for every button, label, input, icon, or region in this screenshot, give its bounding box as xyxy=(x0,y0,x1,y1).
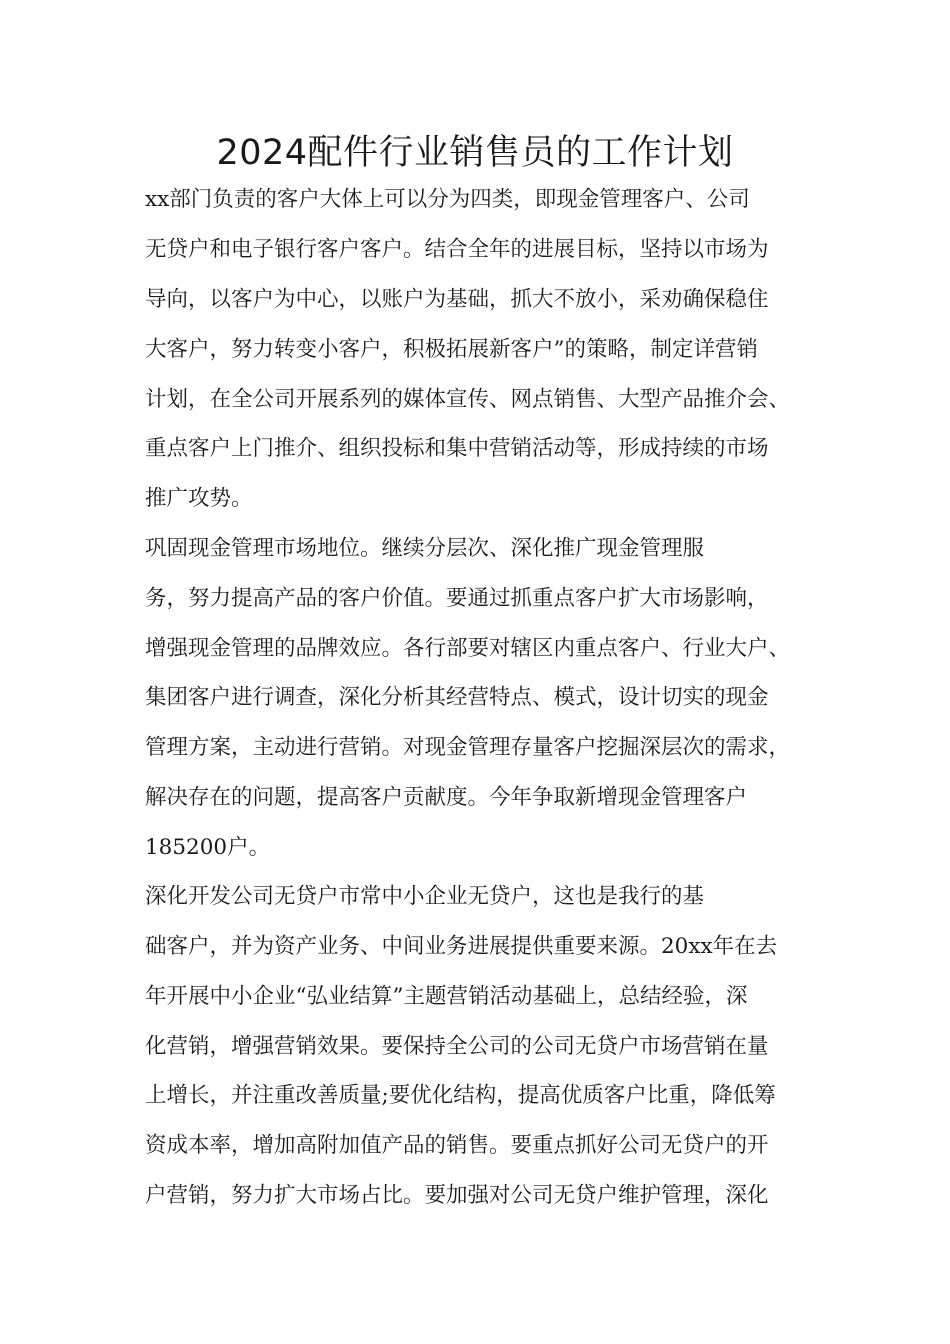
body-line: xx部门负责的客户大体上可以分为四类，即现金管理客户、公司 xyxy=(145,187,750,212)
body-line: 大客户，努力转变小客户，积极拓展新客户”的策略，制定详营销 xyxy=(145,337,758,362)
document-title: 2024配件行业销售员的工作计划 xyxy=(216,133,734,173)
body-line: 上增长，并注重改善质量;要优化结构，提高优质客户比重，降低筹 xyxy=(145,1083,776,1108)
body-line: 计划，在全公司开展系列的媒体宣传、网点销售、大型产品推介会、 xyxy=(145,387,791,412)
body-line: 增强现金管理的品牌效应。各行部要对辖区内重点客户、行业大户、 xyxy=(145,636,791,661)
body-line: 集团客户进行调查，深化分析其经营特点、模式，设计切实的现金 xyxy=(145,685,769,710)
body-line: 户营销，努力扩大市场占比。要加强对公司无贷户维护管理，深化 xyxy=(145,1183,769,1208)
body-line: 深化开发公司无贷户市常中小企业无贷户，这也是我行的基 xyxy=(145,884,705,909)
body-line: 年开展中小企业“弘业结算”主题营销活动基础上，总结经验，深 xyxy=(145,984,748,1009)
body-line: 解决存在的问题，提高客户贡献度。今年争取新增现金管理客户 xyxy=(145,785,748,810)
body-line: 础客户，并为资产业务、中间业务进展提供重要来源。20xx年在去 xyxy=(145,934,778,959)
body-line: 185200户。 xyxy=(145,835,271,860)
body-line: 管理方案，主动进行营销。对现金管理存量客户挖掘深层次的需求， xyxy=(145,735,791,760)
body-line: 推广攻势。 xyxy=(145,486,253,511)
body-line: 务，努力提高产品的客户价值。要通过抓重点客户扩大市场影响， xyxy=(145,586,769,611)
body-line: 资成本率，增加高附加值产品的销售。要重点抓好公司无贷户的开 xyxy=(145,1133,769,1158)
body-line: 化营销，增强营销效果。要保持全公司的公司无贷户市场营销在量 xyxy=(145,1034,769,1059)
body-line: 导向，以客户为中心，以账户为基础，抓大不放小，采劝确保稳住 xyxy=(145,287,769,312)
body-line: 巩固现金管理市场地位。继续分层次、深化推广现金管理服 xyxy=(145,536,705,561)
body-line: 重点客户上门推介、组织投标和集中营销活动等，形成持续的市场 xyxy=(145,436,769,461)
body-line: 无贷户和电子银行客户客户。结合全年的进展目标，坚持以市场为 xyxy=(145,237,769,262)
